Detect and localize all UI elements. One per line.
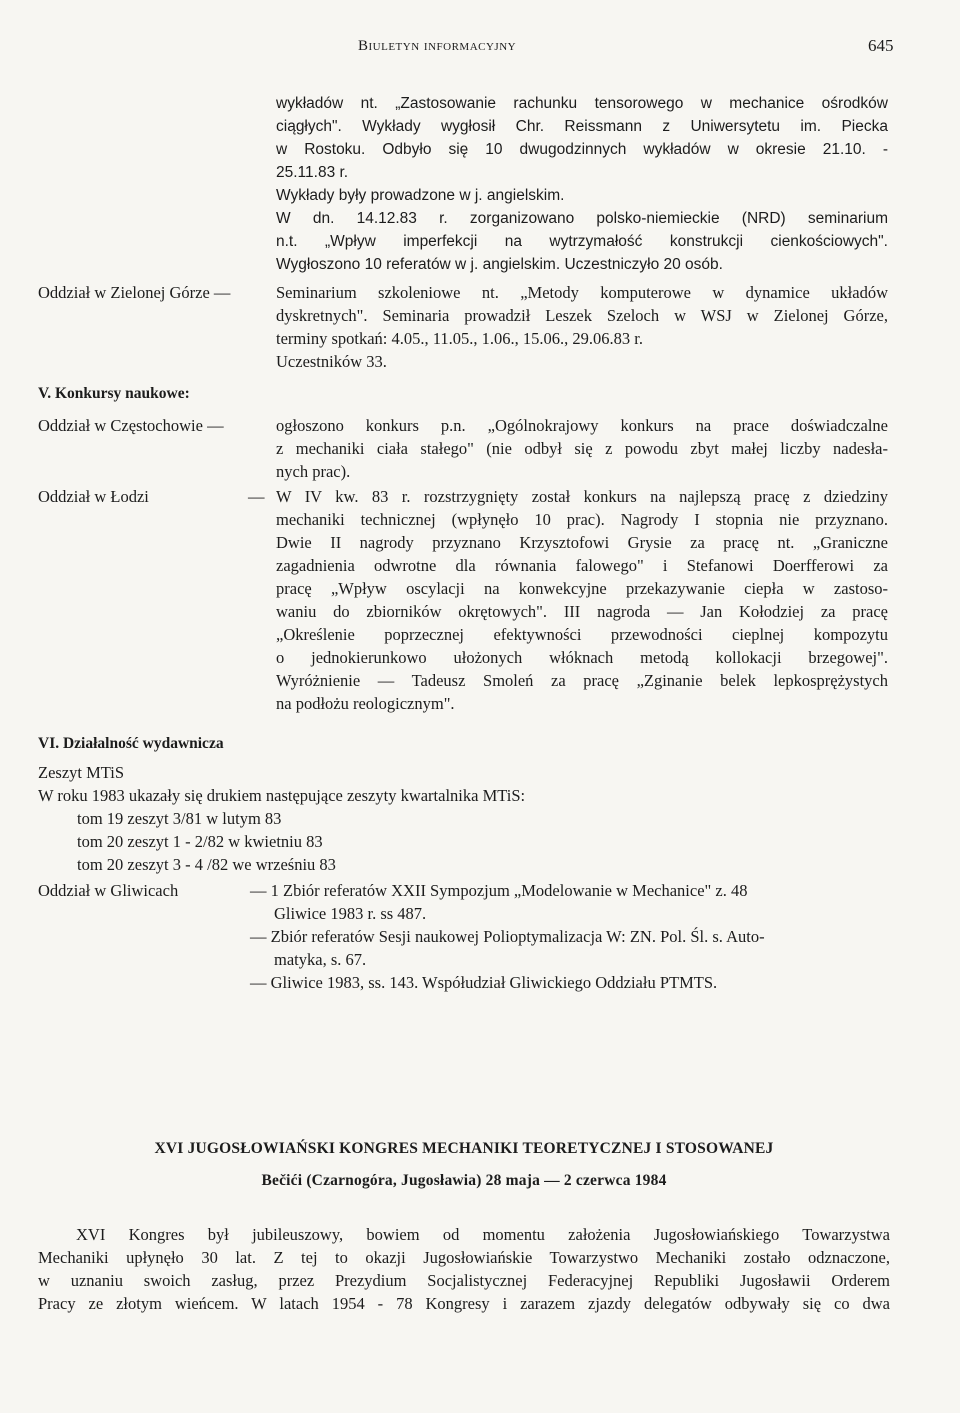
- text-line: Wykłady były prowadzone w j. angielskim.: [276, 187, 565, 204]
- lodz-paragraph: [276, 485, 888, 715]
- text-line: na podłożu reologicznym".: [276, 694, 455, 713]
- text-line: Mechaniki upłynęło 30 lat. Z tej to okazji Jugosłowiańskie Towarzystwo Mechaniki zostało odznaczone,: [38, 1248, 890, 1267]
- text-line: XVI Kongres był jubileuszowy, bowiem od momentu założenia Jugosłowiańskiego Towarzystwa: [76, 1225, 890, 1244]
- branch-label-czestochowa: Oddział w Częstochowie —: [38, 416, 224, 435]
- list-item: tom 20 zeszyt 1 - 2/82 w kwietniu 83: [77, 832, 323, 851]
- section-heading-competitions: V. Konkursy naukowe:: [38, 385, 190, 402]
- text-line: W dn. 14.12.83 r. zorganizowano polsko-niemieckie (NRD) seminarium: [276, 210, 888, 227]
- congress-title: XVI JUGOSŁOWIAŃSKI KONGRES MECHANIKI TEORETYCZNEJ I STOSOWANEJ: [154, 1140, 774, 1157]
- text-line: mechaniki technicznej (wpłynęło 10 prac). Nagrody I stopnia nie przyznano.: [276, 510, 888, 529]
- text-line: Dwie II nagrody przyznano Krzysztofowi Grysie za pracę nt. „Graniczne: [276, 533, 888, 552]
- branch-label-lodz: Oddział w Łodzi: [38, 487, 149, 506]
- page-number: 645: [868, 36, 894, 55]
- text-line: ciągłych". Wykłady wygłosił Chr. Reissmann z Uniwersytetu im. Piecka: [276, 118, 888, 135]
- text-line: „Określenie poprzecznej efektywności przewodności cieplnej kompozytu: [276, 625, 888, 644]
- text-line: 25.11.83 r.: [276, 164, 349, 181]
- publishing-intro: W roku 1983 ukazały się drukiem następujące zeszyty kwartalnika MTiS:: [38, 786, 526, 805]
- branch-label-zielona-gora: Oddział w Zielonej Górze —: [38, 283, 231, 302]
- czestochowa-paragraph: [276, 414, 888, 483]
- text-line: Wygłoszono 10 referatów w j. angielskim. Uczestniczyło 20 osób.: [276, 256, 723, 273]
- branch-label-gliwice: Oddział w Gliwicach: [38, 881, 179, 900]
- entry-line: — Zbiór referatów Sesji naukowej Polioptymalizacja W: ZN. Pol. Śl. s. Auto-: [250, 927, 765, 946]
- text-line: o jednokierunkowo ułożonych włóknach metodą kollokacji brzegowej".: [276, 648, 888, 667]
- text-line: dyskretnych". Seminaria prowadził Leszek Szeloch w WSJ w Zielonej Górze,: [276, 306, 888, 325]
- text-line: terminy spotkań: 4.05., 11.05., 1.06., 15.06., 29.06.83 r.: [276, 329, 643, 348]
- text-line: wykładów nt. „Zastosowanie rachunku tensorowego w mechanice ośrodków: [276, 95, 888, 112]
- text-line: Wyróżnienie — Tadeusz Smoleń za pracę „Zginanie belek lepkosprężystych: [276, 671, 888, 690]
- text-line: z mechaniki ciała stałego" (nie odbył się z powodu zbyt małej liczby nadesła-: [276, 439, 888, 458]
- text-line: n.t. „Wpływ imperfekcji na wytrzymałość konstrukcji cienkościowych".: [276, 233, 888, 250]
- lectures-paragraph: [276, 92, 888, 276]
- text-line: zagadnienia odwrotne dla równania falowego" i Stefanowi Doerfferowi za: [276, 556, 888, 575]
- section-heading-publishing: VI. Działalność wydawnicza: [38, 735, 224, 752]
- entry-line: matyka, s. 67.: [274, 950, 367, 969]
- list-item: tom 20 zeszyt 3 - 4 /82 we wrześniu 83: [77, 855, 336, 874]
- entry-line: — 1 Zbiór referatów XXII Sympozjum „Modelowanie w Mechanice" z. 48: [250, 881, 748, 900]
- text-line: pracę „Wpływ oscylacji na konwekcyjne przekazywanie ciepła w zastoso-: [276, 579, 888, 598]
- entry-line: Gliwice 1983 r. ss 487.: [274, 904, 427, 923]
- text-line: w Rostoku. Odbyło się 10 dwugodzinnych wykładów w okresie 21.10. -: [276, 141, 888, 158]
- text-line: Seminarium szkoleniowe nt. „Metody komputerowe w dynamice układów: [276, 283, 888, 302]
- text-line: nych prac).: [276, 462, 351, 481]
- congress-paragraph: [38, 1223, 890, 1315]
- running-header: Biuletyn informacyjny: [358, 38, 517, 54]
- text-line: Pracy ze złotym wieńcem. W latach 1954 - 78 Kongresy i zarazem zjazdy delegatów odbywały się co dwa: [38, 1294, 890, 1313]
- congress-subtitle: Bečići (Czarnogóra, Jugosławia) 28 maja — 2 czerwca 1984: [261, 1172, 667, 1189]
- text-line: Uczestników 33.: [276, 352, 387, 371]
- list-item: tom 19 zeszyt 3/81 w lutym 83: [77, 809, 282, 828]
- text-line: W IV kw. 83 r. rozstrzygnięty został konkurs na najlepszą pracę z dziedziny: [276, 487, 888, 506]
- entry-line: — Gliwice 1983, ss. 143. Współudział Gliwickiego Oddziału PTMTS.: [250, 973, 718, 992]
- em-dash: —: [248, 487, 265, 506]
- text-line: waniu do zbiorników okrętowych". III nagroda — Jan Kołodziej za pracę: [276, 602, 888, 621]
- zielona-gora-paragraph: [276, 281, 888, 373]
- gliwice-entries: [250, 879, 890, 994]
- subheading-mtis: Zeszyt MTiS: [38, 763, 125, 782]
- issues-list: [77, 807, 336, 876]
- text-line: w uznaniu swoich zasług, przez Prezydium Socjalistycznej Federacyjnej Republiki Jugosławii Orderem: [38, 1271, 890, 1290]
- text-line: ogłoszono konkurs p.n. „Ogólnokrajowy konkurs na prace doświadczalne: [276, 416, 888, 435]
